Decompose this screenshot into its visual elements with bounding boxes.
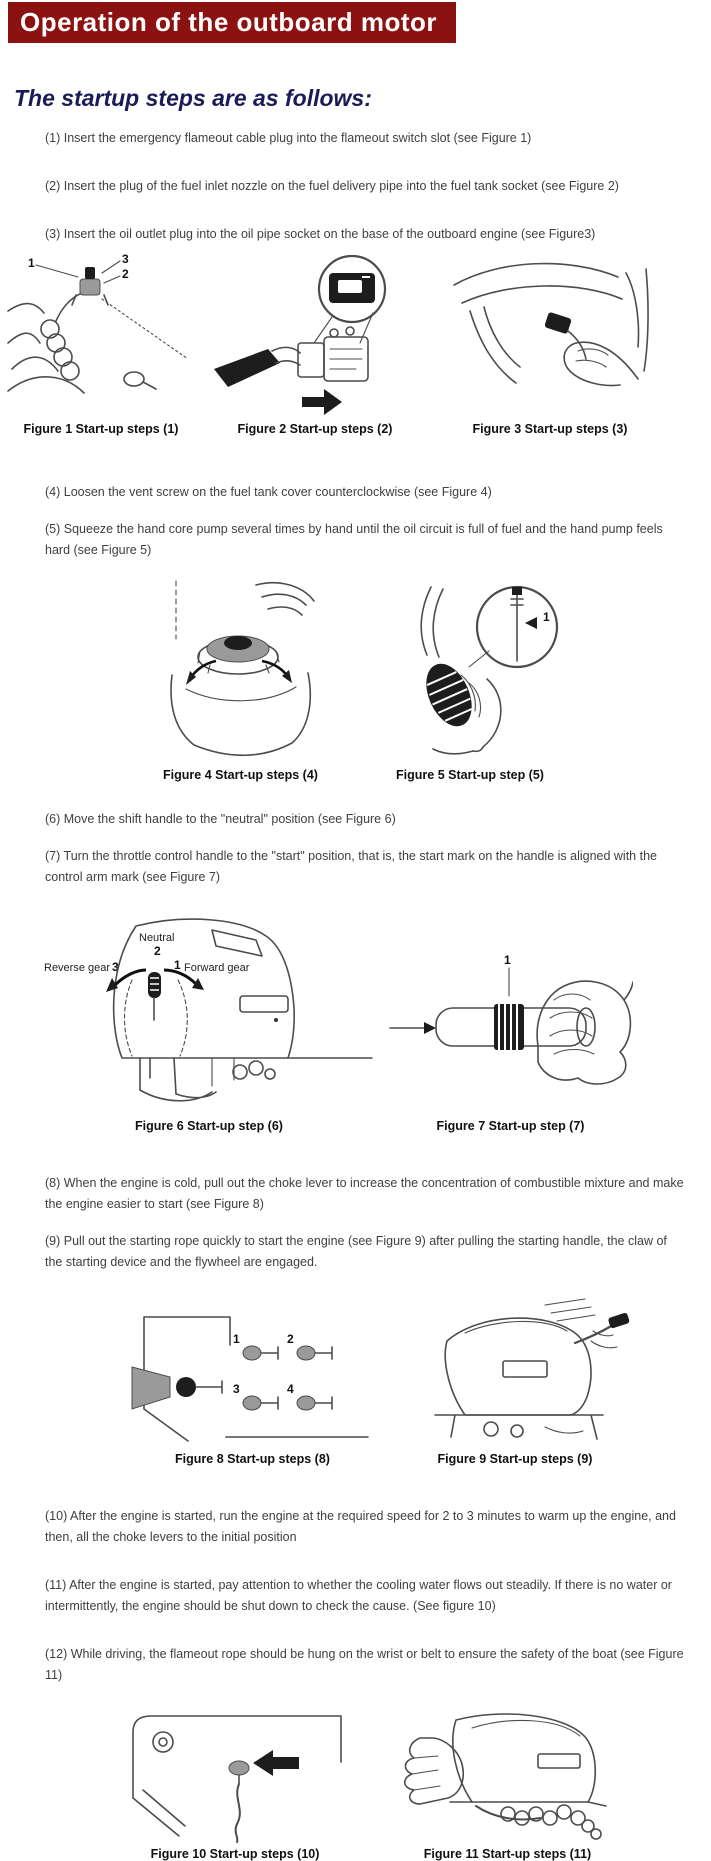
figure-1-label-2: 2 bbox=[122, 267, 129, 281]
step-3: (3) Insert the oil outlet plug into the oil pipe socket on the base of the outboard engine (see Figure3) bbox=[45, 227, 596, 241]
figure-7-caption: Figure 7 Start-up step (7) bbox=[436, 1119, 585, 1133]
figure-2 bbox=[210, 251, 420, 436]
figure-2-illustration-fuel-plug bbox=[210, 251, 420, 419]
figure-7-label-1: 1 bbox=[504, 953, 511, 967]
figure-6-label-1: 1 bbox=[174, 958, 181, 972]
step-7: (7) Turn the throttle control handle to the "start" position, that is, the start mark on the handle is aligned with the control arm mark (see Figure 7) bbox=[45, 849, 657, 884]
figure-1-illustration-flameout-cable bbox=[6, 251, 196, 419]
figure-8-illustration-choke-levers bbox=[130, 1297, 375, 1449]
figure-5-label-1: 1 bbox=[543, 610, 550, 624]
figure-6-label-2: 2 bbox=[154, 944, 161, 958]
figure-11-illustration-wrist-rope bbox=[390, 1702, 625, 1844]
figure-6-illustration-shift-handle bbox=[44, 908, 374, 1116]
figure-6-label-neutral: Neutral bbox=[139, 932, 175, 944]
figure-9-caption: Figure 9 Start-up steps (9) bbox=[437, 1452, 593, 1466]
figure-6-label-3: 3 bbox=[112, 960, 119, 974]
page-title: Operation of the outboard motor bbox=[20, 7, 438, 37]
figure-4-caption: Figure 4 Start-up steps (4) bbox=[163, 768, 318, 782]
figure-4 bbox=[138, 579, 343, 782]
figure-5 bbox=[365, 579, 575, 782]
figure-10-caption: Figure 10 Start-up steps (10) bbox=[150, 1847, 320, 1861]
figure-1 bbox=[6, 251, 196, 436]
step-8: (8) When the engine is cold, pull out the choke lever to increase the concentration of combustible mixture and make the engine easier to start (see Figure 8) bbox=[45, 1176, 684, 1211]
figure-1-label-3: 3 bbox=[122, 252, 129, 266]
step-12: (12) While driving, the flameout rope should be hung on the wrist or belt to ensure the safety of the boat (see Figure 11) bbox=[45, 1647, 684, 1682]
figure-11-caption: Figure 11 Start-up steps (11) bbox=[423, 1847, 592, 1861]
figure-10-illustration-flameout-rope-hook bbox=[115, 1702, 355, 1844]
step-4: (4) Loosen the vent screw on the fuel tank cover counterclockwise (see Figure 4) bbox=[45, 485, 492, 499]
figure-6-label-reverse-gear: Reverse gear bbox=[44, 962, 111, 974]
step-9: (9) Pull out the starting rope quickly to start the engine (see Figure 9) after pulling the starting handle, the claw of the starting device and the flywheel are engaged. bbox=[45, 1234, 667, 1269]
figure-row-5 bbox=[0, 1702, 711, 1861]
figure-row-3 bbox=[0, 908, 711, 1133]
figure-3 bbox=[450, 251, 650, 436]
figure-row-2 bbox=[0, 579, 711, 782]
step-1: (1) Insert the emergency flameout cable plug into the flameout switch slot (see Figure 1) bbox=[45, 131, 532, 145]
page-title-bar bbox=[8, 2, 456, 43]
figure-9 bbox=[395, 1297, 635, 1466]
figure-8-label-3: 3 bbox=[233, 1382, 240, 1396]
step-2: (2) Insert the plug of the fuel inlet nozzle on the fuel delivery pipe into the fuel tank socket (see Figure 2) bbox=[45, 179, 619, 193]
figure-8-caption: Figure 8 Start-up steps (8) bbox=[175, 1452, 330, 1466]
figure-7-illustration-throttle-handle bbox=[388, 908, 633, 1116]
figure-6 bbox=[44, 908, 374, 1133]
document-page bbox=[0, 2, 711, 1861]
step-5: (5) Squeeze the hand core pump several times by hand until the oil circuit is full of fuel and the hand pump feels hard (see Figure 5) bbox=[45, 522, 663, 557]
figure-8 bbox=[130, 1297, 375, 1466]
figure-7 bbox=[388, 908, 633, 1133]
step-6: (6) Move the shift handle to the "neutral" position (see Figure 6) bbox=[45, 812, 396, 826]
figure-6-caption: Figure 6 Start-up step (6) bbox=[135, 1119, 283, 1133]
figure-4-illustration-vent-screw bbox=[138, 579, 343, 765]
step-10: (10) After the engine is started, run the engine at the required speed for 2 to 3 minutes to warm up the engine, and then, all the choke levers to the initial position bbox=[45, 1509, 676, 1544]
figure-1-caption: Figure 1 Start-up steps (1) bbox=[23, 422, 179, 436]
figure-9-illustration-starting-rope bbox=[395, 1297, 635, 1449]
figure-8-label-4: 4 bbox=[287, 1382, 294, 1396]
figure-10 bbox=[115, 1702, 355, 1861]
figure-3-caption: Figure 3 Start-up steps (3) bbox=[472, 422, 628, 436]
section-heading: The startup steps are as follows: bbox=[14, 85, 372, 111]
figure-8-label-1: 1 bbox=[233, 1332, 240, 1346]
figure-1-label-1: 1 bbox=[28, 256, 35, 270]
figure-row-1 bbox=[6, 251, 711, 436]
figure-8-label-2: 2 bbox=[287, 1332, 294, 1346]
figure-5-illustration-primer-pump bbox=[365, 579, 575, 765]
figure-3-illustration-oil-plug bbox=[450, 251, 650, 419]
figure-2-caption: Figure 2 Start-up steps (2) bbox=[237, 422, 393, 436]
figure-11 bbox=[390, 1702, 625, 1861]
step-11: (11) After the engine is started, pay attention to whether the cooling water flows out steadily. If there is no water or intermittently, the engine should be shut down to check the cause. (See figure 10) bbox=[45, 1578, 672, 1613]
figure-6-label-forward-gear: Forward gear bbox=[184, 962, 250, 974]
figure-row-4 bbox=[0, 1297, 711, 1466]
figure-5-caption: Figure 5 Start-up step (5) bbox=[396, 768, 544, 782]
